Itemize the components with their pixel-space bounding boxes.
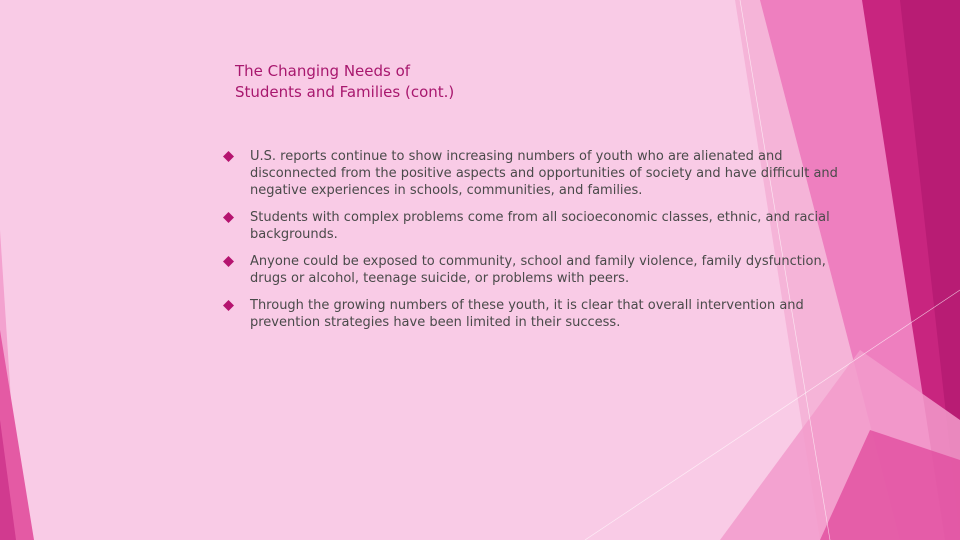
diamond-icon — [223, 212, 234, 223]
slide-title — [235, 61, 655, 103]
diamond-icon — [223, 151, 234, 162]
bullet-text: U.S. reports continue to show increasing numbers of youth who are alienated and disconnected from the positive aspects and opportunities of society and have difficult and negative experiences in schools, communities, and families. — [250, 149, 838, 198]
bullet-text: Through the growing numbers of these youth, it is clear that overall intervention and prevention strategies have been limited in their success. — [250, 298, 804, 330]
bullet-item — [222, 297, 842, 331]
bullet-item — [222, 148, 842, 199]
diamond-icon — [223, 256, 234, 267]
bullet-text: Students with complex problems come from all socioeconomic classes, ethnic, and racial backgrounds. — [250, 210, 830, 242]
bullet-list — [222, 148, 842, 341]
slide-title-line-2: Students and Families (cont.) — [235, 83, 455, 101]
bullet-text: Anyone could be exposed to community, school and family violence, family dysfunction, drugs or alcohol, teenage suicide, or problems with peers. — [250, 254, 826, 286]
bullet-item — [222, 209, 842, 243]
diamond-icon — [223, 300, 234, 311]
slide-title-line-1: The Changing Needs of — [235, 62, 411, 80]
bullet-item — [222, 253, 842, 287]
